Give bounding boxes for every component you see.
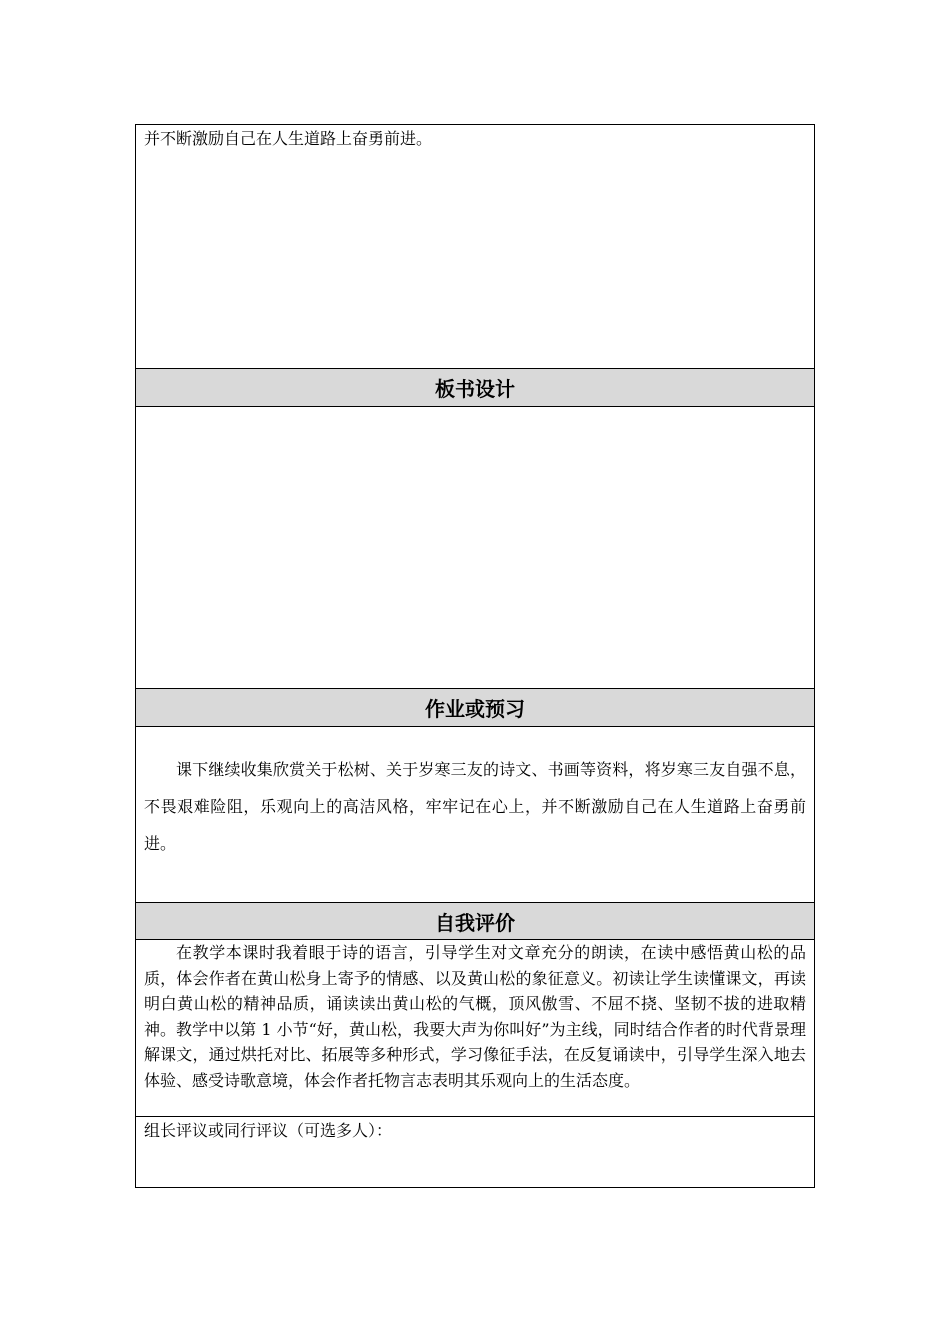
self-evaluation-cell (136, 940, 814, 1117)
peer-review-label: 组长评议或同行评议（可选多人）： (144, 1121, 393, 1140)
board-design-cell (136, 407, 814, 689)
homework-header (136, 689, 814, 727)
homework-heading: 作业或预习 (425, 697, 525, 721)
top-text: 并不断激励自己在人生道路上奋勇前进。 (144, 129, 433, 148)
self-evaluation-heading: 自我评价 (435, 910, 515, 935)
board-design-content (136, 407, 814, 409)
peer-review-cell (136, 1117, 814, 1187)
homework-cell (136, 727, 814, 903)
board-design-heading: 板书设计 (435, 377, 515, 401)
self-evaluation-header (136, 903, 814, 940)
self-evaluation-text: 在教学本课时我着眼于诗的语言，引导学生对文章充分的朗读，在读中感悟黄山松的品质，体会作者在黄山松身上寄予的情感、以及黄山松的象征意义。初读让学生读懂课文，再读明白黄山松的精神品质，诵读读出黄山松的气概，顶风傲雪、不屈不挠、坚韧不拔的进取精神。教学中以第 1 小节“好，黄山松，我要大声为你叫好”为主线，同时结合作者的时代背景理解课文，通过烘托对比、拓展等多种形式，学习像征手法，在反复诵读中，引导学生深入地去体验、感受诗歌意境，体会作者托物言志表明其乐观向上的生活态度。 (144, 943, 806, 1090)
board-design-header (136, 369, 814, 407)
homework-text: 课下继续收集欣赏关于松树、关于岁寒三友的诗文、书画等资料，将岁寒三友自强不息，不畏艰难险阻，乐观向上的高洁风格，牢牢记在心上，并不断激励自己在人生道路上奋勇前进。 (144, 760, 806, 853)
top-text-cell (136, 125, 814, 369)
lesson-plan-table (135, 124, 815, 1188)
